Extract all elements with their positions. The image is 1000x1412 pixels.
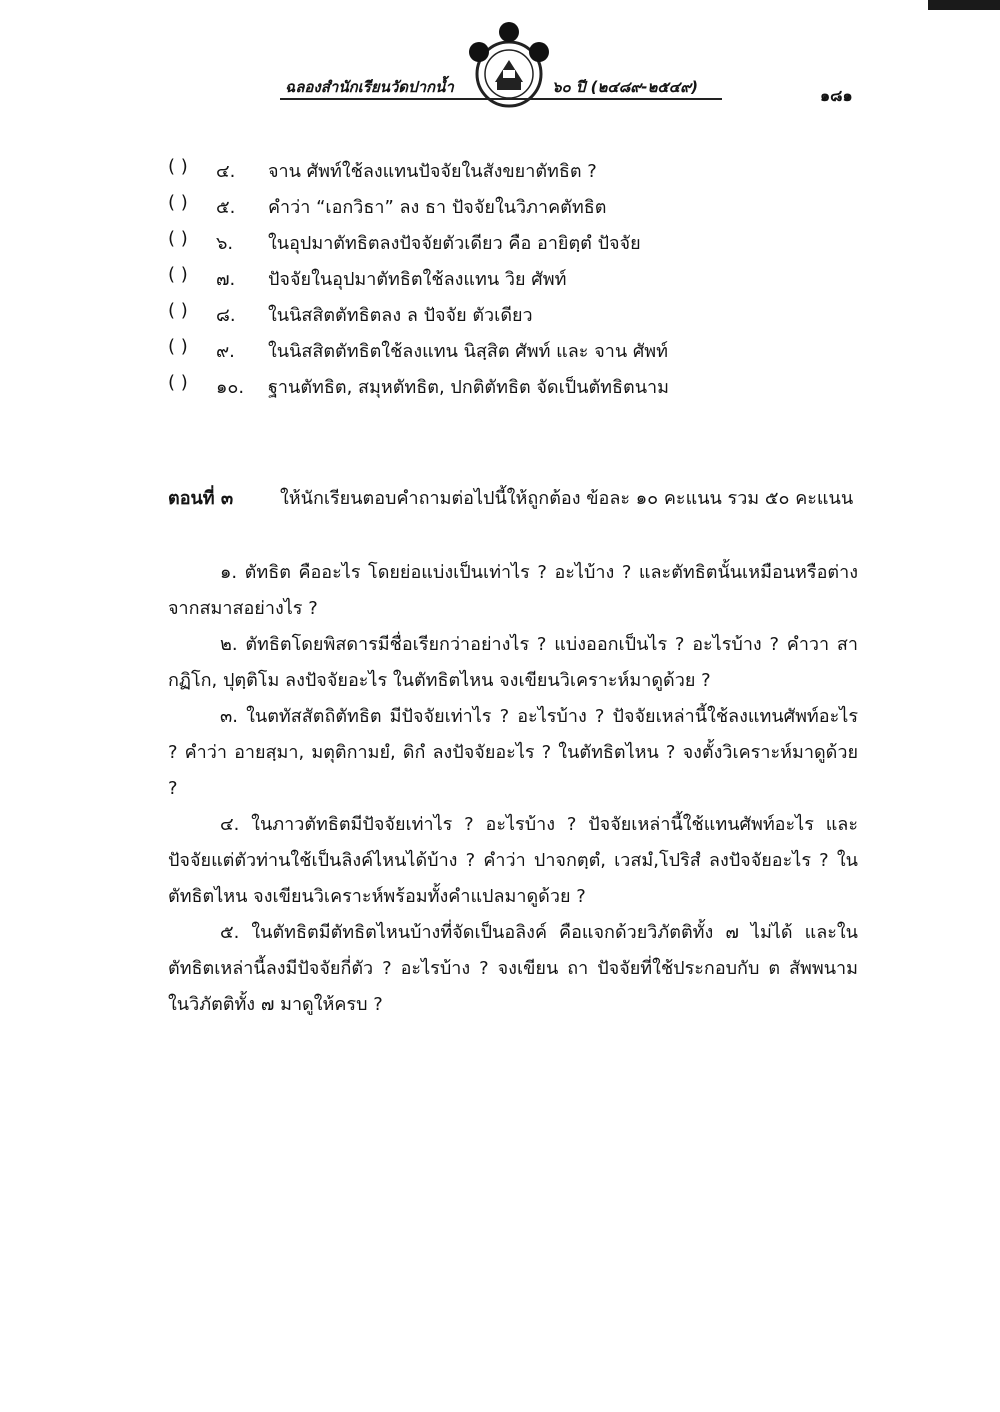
item-number: ๖.	[216, 233, 234, 254]
item-text: ฐานตัทธิต, สมุหตัทธิต, ปกติตัทธิต จัดเป็นตัทธิตนาม	[268, 377, 670, 398]
item-number: ๕.	[216, 197, 236, 218]
answer-blank: ( )	[168, 228, 188, 249]
item-text: ในนิสสิตตัทธิตใช้ลงแทน นิสฺสิต ศัพท์ และ จาน ศัพท์	[268, 341, 669, 362]
page-number: ๑๘๑	[820, 86, 853, 105]
item-number: ๙.	[216, 341, 235, 362]
section-label: ตอนที่ ๓	[168, 488, 234, 509]
header-rule	[280, 98, 722, 100]
answer-blank: ( )	[168, 372, 188, 393]
item-number: ๘.	[216, 305, 236, 326]
question-item: ๕. ในตัทธิตมีตัทธิตไหนบ้างที่จัดเป็นอลิงค์ คือแจกด้วยวิภัตติทั้ง ๗ ไม่ได้ และในตัทธิตเหล่านี้ลงมีปัจจัยกี่ตัว ? อะไรบ้าง ? จงเขียน ถา ปัจจัยที่ใช้ประกอบกับ ต สัพพนาม ในวิภัตติทั้ง ๗ มาดูให้ครบ ?	[168, 922, 858, 1015]
list-item	[168, 260, 888, 296]
question-list	[168, 555, 858, 1023]
item-text: จาน ศัพท์ใช้ลงแทนปัจจัยในสังขยาตัทธิต ?	[268, 161, 597, 182]
item-number: ๗.	[216, 269, 236, 290]
true-false-list	[168, 152, 888, 404]
list-item	[168, 224, 888, 260]
list-item	[168, 296, 888, 332]
header-right-text: ๖๐ ปี (๒๔๘๙-๒๕๔๙)	[552, 78, 698, 96]
question-item: ๔. ในภาวตัทธิตมีปัจจัยเท่าไร ? อะไรบ้าง ? ปัจจัยเหล่านี้ใช้แทนศัพท์อะไร และปัจจัยแต่ตัวท่านใช้เป็นลิงค์ไหนได้บ้าง ? คำว่า ปาจกตฺตํ, เวสมํ,โปริสํ ลงปัจจัยอะไร ? ในตัทธิตไหน จงเขียนวิเคราะห์พร้อมทั้งคำแปลมาดูด้วย ?	[168, 814, 858, 907]
question-item: ๑. ตัทธิต คืออะไร โดยย่อแบ่งเป็นเท่าไร ? อะไบ้าง ? และตัทธิตนั้นเหมือนหรือต่างจากสมาสอย่างไร ?	[168, 562, 858, 619]
item-text: ในนิสสิตตัทธิตลง ล ปัจจัย ตัวเดียว	[268, 305, 533, 326]
item-text: ในอุปมาตัทธิตลงปัจจัยตัวเดียว คือ อายิตฺตํ ปัจจัย	[268, 233, 641, 254]
question-item: ๓. ในตทัสสัตถิตัทธิต มีปัจจัยเท่าไร ? อะไรบ้าง ? ปัจจัยเหล่านี้ใช้ลงแทนศัพท์อะไร ? คำว่า อายสฺมา, มตุติกามยํ, ดิกํ ลงปัจจัยอะไร ? ในตัทธิตไหน ? จงตั้งวิเคราะห์มาดูด้วย ?	[168, 706, 858, 799]
item-number: ๔.	[216, 161, 236, 182]
list-item	[168, 152, 888, 188]
list-item	[168, 368, 888, 404]
list-item	[168, 332, 888, 368]
temple-emblem-icon	[463, 20, 555, 116]
list-item	[168, 188, 888, 224]
section-instruction: ให้นักเรียนตอบคำถามต่อไปนี้ให้ถูกต้อง ข้อละ ๑๐ คะแนน รวม ๕๐ คะแนน	[280, 488, 854, 509]
answer-blank: ( )	[168, 264, 188, 285]
item-text: คำว่า “เอกวิธา” ลง ธา ปัจจัยในวิภาคตัทธิต	[268, 197, 607, 218]
answer-blank: ( )	[168, 156, 188, 177]
header-left-text: ฉลองสำนักเรียนวัดปากน้ำ	[285, 78, 454, 96]
answer-blank: ( )	[168, 336, 188, 357]
page-header	[0, 0, 1000, 112]
item-number: ๑๐.	[216, 377, 245, 398]
question-item: ๒. ตัทธิตโดยพิสดารมีชื่อเรียกว่าอย่างไร ? แบ่งออกเป็นไร ? อะไรบ้าง ? คำวา สากฏิโก, ปุตฺติโม ลงปัจจัยอะไร ในตัทธิตไหน จงเขียนวิเคราะห์มาดูด้วย ?	[168, 634, 858, 691]
answer-blank: ( )	[168, 192, 188, 213]
answer-blank: ( )	[168, 300, 188, 321]
item-text: ปัจจัยในอุปมาตัทธิตใช้ลงแทน วิย ศัพท์	[268, 269, 567, 290]
